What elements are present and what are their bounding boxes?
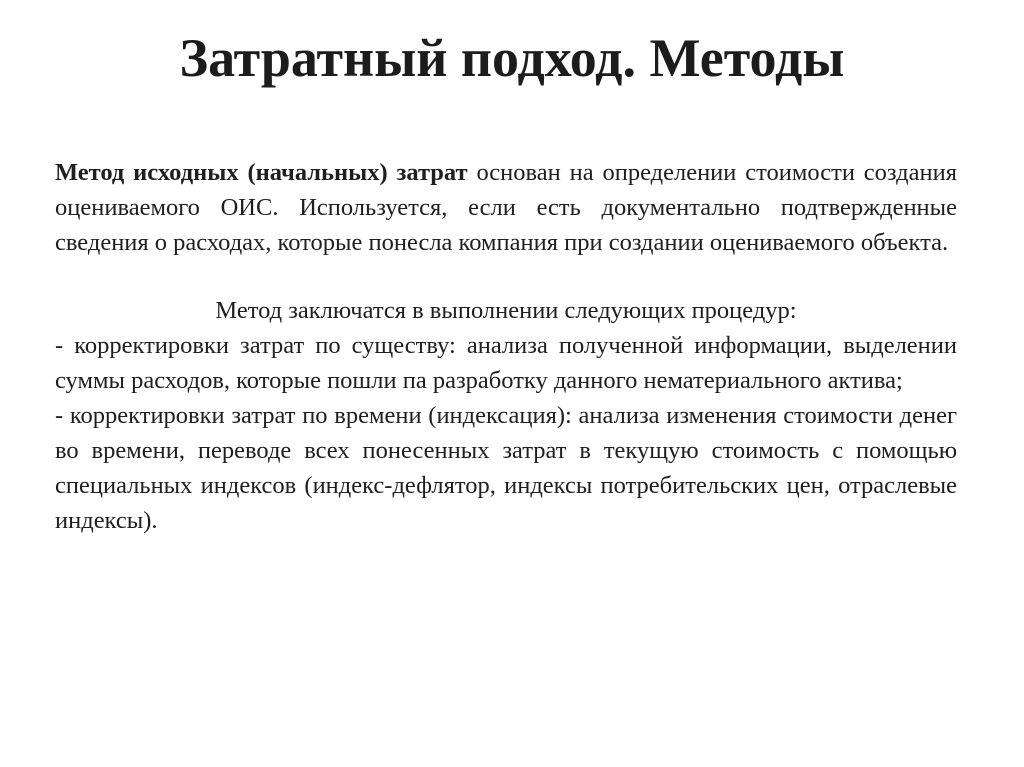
slide-content: [55, 155, 957, 538]
procedures-intro: Метод заключатся в выполнении следующих процедур:: [215, 297, 797, 324]
procedure-item: - корректировки затрат по существу: анализа полученной информации, выделении суммы расходов, которые пошли па разработку данного нематериального актива;: [55, 332, 957, 394]
method-description-paragraph: [55, 155, 957, 260]
method-name-bold: Метод исходных (начальных) затрат: [55, 159, 468, 186]
method-description-text: основан на определении стоимости создания оцениваемого ОИС. Используется, если есть документально подтвержденные сведения о расходах, которые понесла компания при создании оцениваемого объекта.: [55, 159, 957, 256]
slide-title: Затратный подход. Методы: [179, 28, 845, 88]
procedure-item: - корректировки затрат по времени (индексация): анализа изменения стоимости денег во времени, переводе всех понесенных затрат в текущую стоимость с помощью специальных индексов (индекс-дефлятор, индексы потребительских цен, отраслевые индексы).: [55, 402, 957, 534]
paragraph-spacer: [55, 260, 957, 293]
